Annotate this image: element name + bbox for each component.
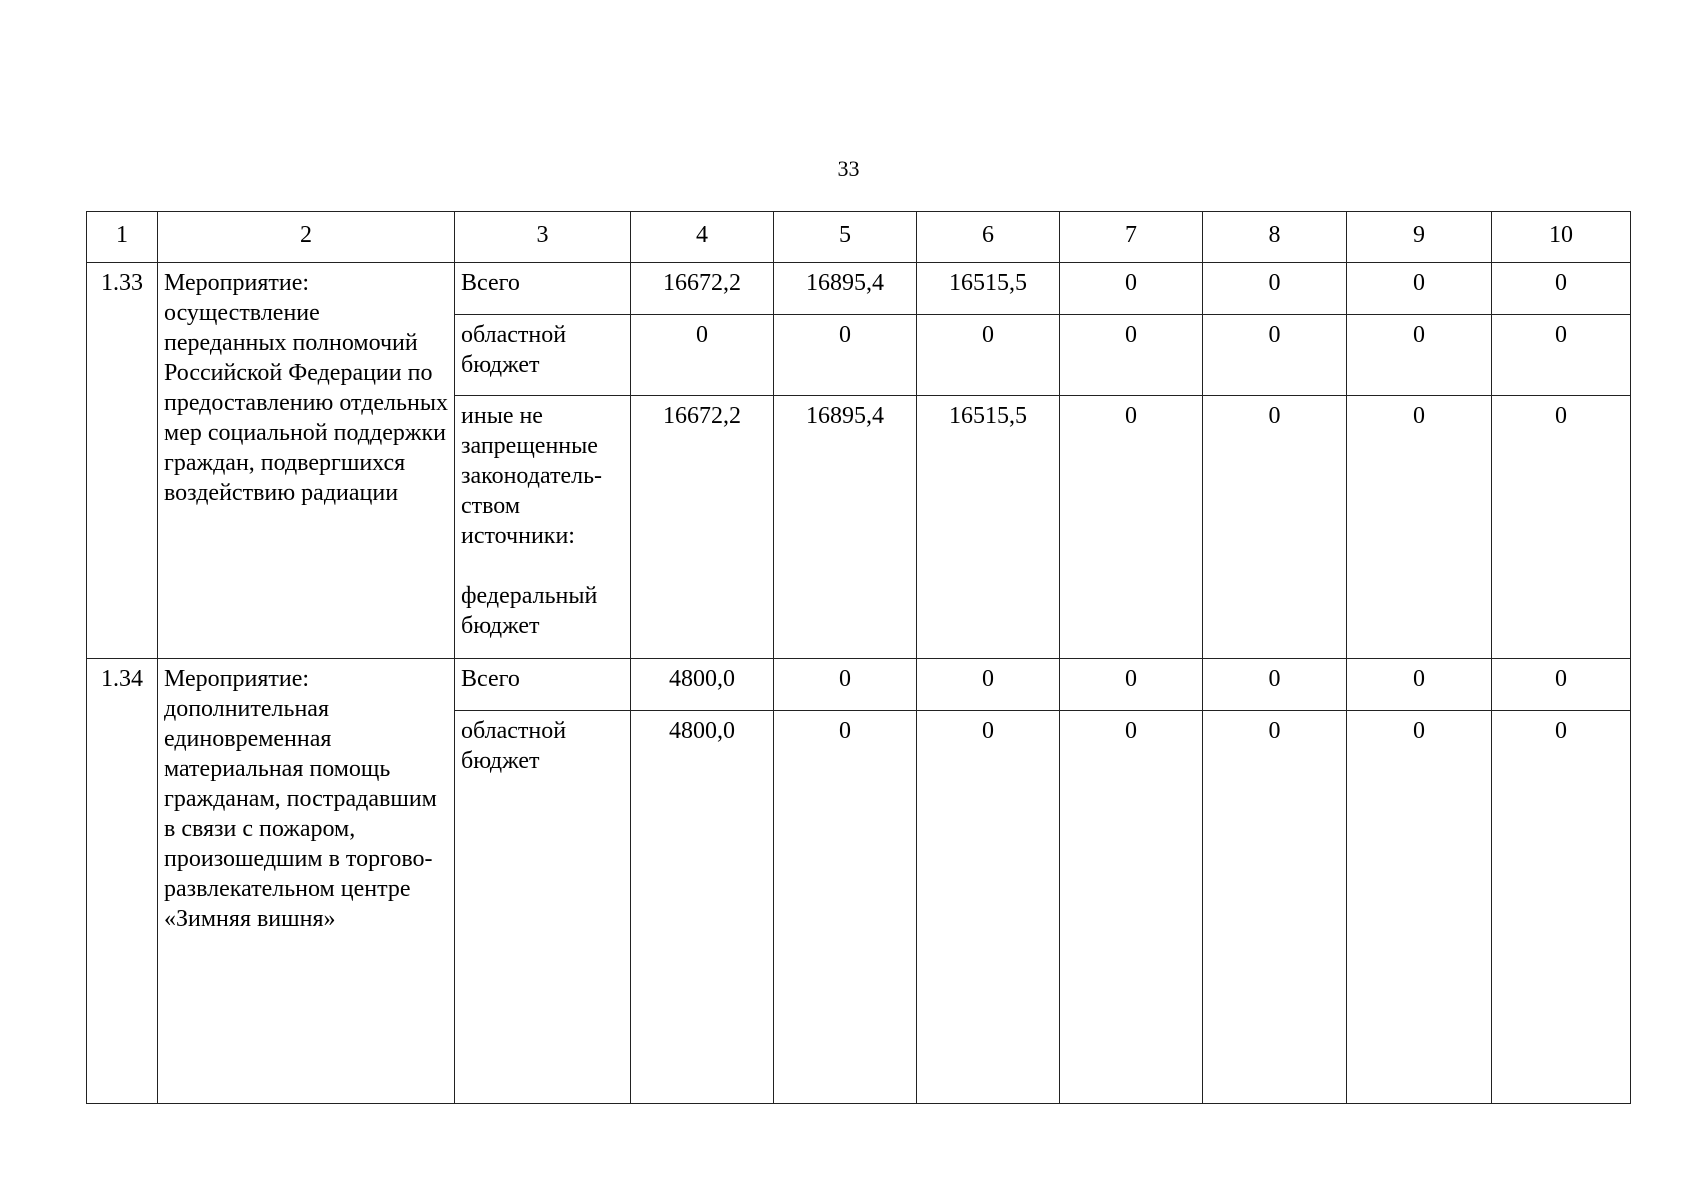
value-cell: 0 [774, 315, 917, 396]
table-row [87, 659, 1631, 711]
table-row [87, 263, 1631, 315]
value-cell: 16672,2 [631, 396, 774, 659]
value-cell: 16515,5 [917, 263, 1060, 315]
value-cell: 0 [1347, 659, 1492, 711]
value-cell: 0 [917, 711, 1060, 1104]
value-cell: 0 [1060, 711, 1203, 1104]
value-cell: 16895,4 [774, 396, 917, 659]
source-label: областной бюджет [455, 711, 631, 1104]
value-cell: 16672,2 [631, 263, 774, 315]
header-cell: 1 [87, 212, 158, 263]
value-cell: 0 [1347, 263, 1492, 315]
value-cell: 0 [1492, 263, 1631, 315]
value-cell: 0 [1060, 263, 1203, 315]
value-cell: 16515,5 [917, 396, 1060, 659]
value-cell: 0 [1060, 315, 1203, 396]
page-number: 33 [837, 156, 860, 181]
value-cell: 16895,4 [774, 263, 917, 315]
source-label: областной бюджет [455, 315, 631, 396]
value-cell: 0 [1347, 711, 1492, 1104]
value-cell: 0 [1203, 396, 1347, 659]
header-cell: 4 [631, 212, 774, 263]
value-cell: 0 [1203, 315, 1347, 396]
value-cell: 0 [1203, 659, 1347, 711]
value-cell: 0 [1203, 711, 1347, 1104]
value-cell: 0 [1060, 659, 1203, 711]
value-cell: 0 [1492, 659, 1631, 711]
header-cell: 3 [455, 212, 631, 263]
value-cell: 4800,0 [631, 711, 774, 1104]
value-cell: 0 [1203, 263, 1347, 315]
header-cell: 7 [1060, 212, 1203, 263]
header-cell: 6 [917, 212, 1060, 263]
source-label-main: иные не запрещенные законодатель-ством источники: [461, 403, 603, 549]
row-description: Мероприятие: дополнительная единовременная материальная помощь гражданам, пострадавшим в связи с пожаром, произошедшим в торгово-развлекательном центре «Зимняя вишня» [158, 659, 455, 1104]
value-cell: 0 [774, 711, 917, 1104]
value-cell: 4800,0 [631, 659, 774, 711]
source-label: Всего [455, 263, 631, 315]
source-label-sub: федеральный бюджет [461, 583, 598, 639]
header-cell: 5 [774, 212, 917, 263]
source-label [455, 396, 631, 659]
value-cell: 0 [1347, 396, 1492, 659]
value-cell: 0 [917, 659, 1060, 711]
source-label: Всего [455, 659, 631, 711]
header-cell: 2 [158, 212, 455, 263]
header-cell: 9 [1347, 212, 1492, 263]
header-cell: 8 [1203, 212, 1347, 263]
value-cell: 0 [1492, 711, 1631, 1104]
row-index: 1.33 [87, 263, 158, 659]
value-cell: 0 [774, 659, 917, 711]
value-cell: 0 [1492, 315, 1631, 396]
row-index: 1.34 [87, 659, 158, 1104]
table-header-row [87, 212, 1631, 263]
value-cell: 0 [917, 315, 1060, 396]
row-description: Мероприятие: осуществление переданных полномочий Российской Федерации по предоставлению отдельных мер социальной поддержки граждан, подвергшихся воздействию радиации [158, 263, 455, 659]
header-cell: 10 [1492, 212, 1631, 263]
value-cell: 0 [1060, 396, 1203, 659]
value-cell: 0 [1347, 315, 1492, 396]
value-cell: 0 [1492, 396, 1631, 659]
value-cell: 0 [631, 315, 774, 396]
budget-table [86, 211, 1631, 1104]
